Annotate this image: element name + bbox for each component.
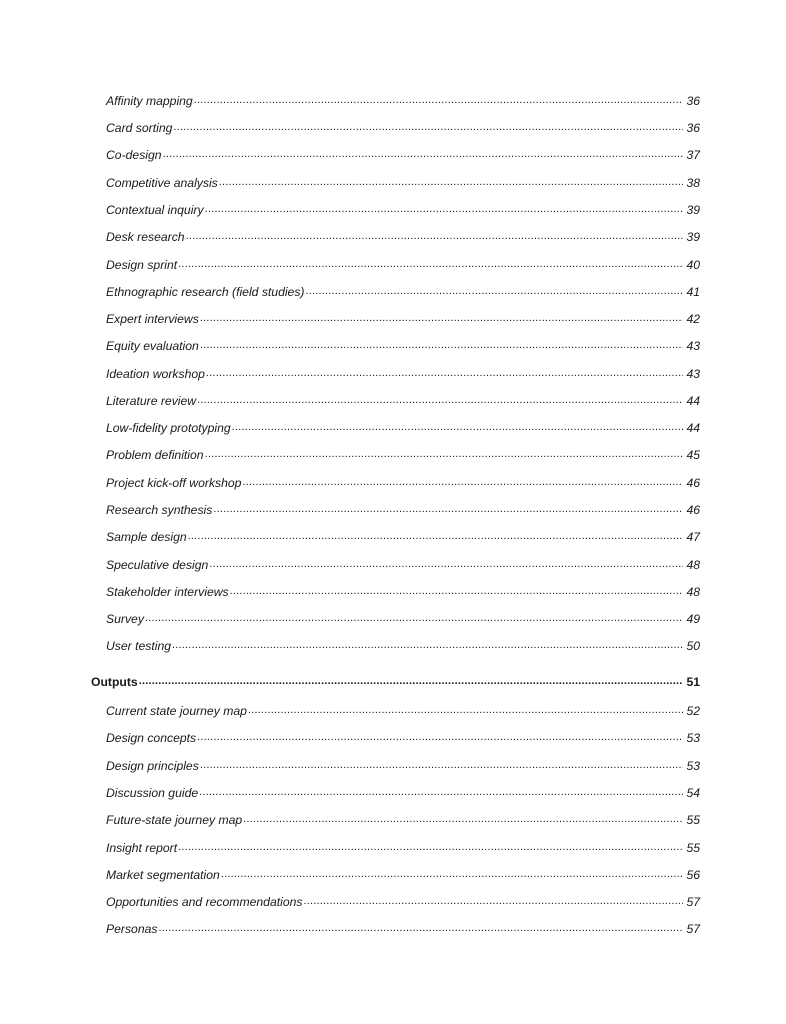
toc-entry-title: Project kick-off workshop [106, 476, 242, 490]
toc-entry-title: Co-design [106, 148, 162, 162]
toc-entry-page: 44 [686, 394, 700, 408]
toc-entry-page: 43 [686, 367, 700, 381]
dot-leader [209, 557, 683, 569]
toc-entry-page: 46 [686, 503, 700, 517]
dot-leader [199, 785, 683, 797]
toc-entry-title: Sample design [106, 530, 187, 544]
toc-entry-title: Survey [106, 612, 144, 626]
dot-leader [194, 93, 683, 105]
dot-leader [200, 758, 683, 770]
dot-leader [139, 674, 683, 686]
toc-entry-page: 36 [686, 94, 700, 108]
toc-entry-page: 39 [686, 230, 700, 244]
toc-entry-title: Desk research [106, 230, 185, 244]
toc-entry[interactable] [106, 785, 700, 801]
dot-leader [163, 147, 683, 159]
toc-entry[interactable] [106, 338, 700, 354]
toc-entry[interactable] [106, 529, 700, 545]
toc-entry-title: Design sprint [106, 258, 178, 272]
toc-entry-page: 53 [686, 759, 700, 773]
toc-entry[interactable] [106, 703, 700, 719]
toc-entry-page: 55 [686, 813, 700, 827]
toc-entry-page: 36 [686, 121, 700, 135]
toc-entry[interactable] [106, 93, 700, 109]
toc-entry[interactable] [106, 502, 700, 518]
toc-entry[interactable] [106, 894, 700, 910]
toc-entry-title: Contextual inquiry [106, 203, 204, 217]
toc-entry-title: Stakeholder interviews [106, 585, 229, 599]
toc-entry-title: Current state journey map [106, 704, 247, 718]
toc-entry-title: Speculative design [106, 558, 209, 572]
toc-entry-title: Equity evaluation [106, 339, 199, 353]
toc-entry-page: 55 [686, 841, 700, 855]
dot-leader [188, 529, 683, 541]
toc-entry[interactable] [106, 393, 700, 409]
toc-entry-page: 38 [686, 176, 700, 190]
toc-entry-page: 46 [686, 476, 700, 490]
dot-leader [186, 229, 683, 241]
toc-section-title: Outputs [91, 675, 138, 689]
toc-entry-page: 48 [686, 558, 700, 572]
dot-leader [200, 311, 683, 323]
toc-entry[interactable] [106, 475, 700, 491]
toc-entry[interactable] [106, 257, 700, 273]
toc-entry[interactable] [106, 120, 700, 136]
dot-leader [159, 921, 684, 933]
dot-leader [205, 202, 683, 214]
dot-leader [243, 812, 683, 824]
toc-entry[interactable] [106, 175, 700, 191]
toc-entry-title: Ideation workshop [106, 367, 205, 381]
toc-entry-page: 44 [686, 421, 700, 435]
toc-entry[interactable] [106, 557, 700, 573]
toc-entry-title: Insight report [106, 841, 178, 855]
toc-section-page: 51 [686, 675, 700, 689]
toc-entry-title: Card sorting [106, 121, 173, 135]
toc-entry-title: Design concepts [106, 731, 197, 745]
dot-leader [206, 366, 683, 378]
toc-entry-page: 45 [686, 448, 700, 462]
toc-entry-title: Opportunities and recommendations [106, 895, 303, 909]
toc-entry[interactable] [106, 758, 700, 774]
dot-leader [200, 338, 683, 350]
toc-entry-page: 47 [686, 530, 700, 544]
toc-entry-title: Discussion guide [106, 786, 199, 800]
dot-leader [197, 393, 683, 405]
dot-leader [213, 502, 683, 514]
toc-entry-title: Low-fidelity prototyping [106, 421, 231, 435]
toc-entry-page: 43 [686, 339, 700, 353]
toc-entry[interactable] [106, 840, 700, 856]
dot-leader [205, 447, 683, 459]
toc-entry-title: Competitive analysis [106, 176, 218, 190]
toc-entry-page: 37 [686, 148, 700, 162]
toc-entry[interactable] [106, 584, 700, 600]
dot-leader [221, 867, 683, 879]
toc-entry[interactable] [106, 812, 700, 828]
dot-leader [172, 638, 683, 650]
toc-entry[interactable] [106, 611, 700, 627]
dot-leader [219, 175, 683, 187]
toc-entry-page: 41 [686, 285, 700, 299]
toc-entry-page: 57 [686, 895, 700, 909]
toc-entry-title: User testing [106, 639, 172, 653]
toc-entry[interactable] [106, 921, 700, 937]
dot-leader [230, 584, 683, 596]
toc-entry-page: 53 [686, 731, 700, 745]
toc-entry-title: Market segmentation [106, 868, 220, 882]
toc-entry-title: Research synthesis [106, 503, 213, 517]
toc-section-heading-outputs[interactable] [91, 674, 700, 690]
toc-entry-page: 52 [686, 704, 700, 718]
toc-entry-page: 40 [686, 258, 700, 272]
toc-entry-page: 49 [686, 612, 700, 626]
toc-entry-title: Problem definition [106, 448, 204, 462]
toc-entry-title: Ethnographic research (field studies) [106, 285, 305, 299]
toc-entry[interactable] [106, 447, 700, 463]
toc-entry-page: 56 [686, 868, 700, 882]
toc-entry-title: Affinity mapping [106, 94, 193, 108]
toc-entry-title: Literature review [106, 394, 197, 408]
dot-leader [178, 840, 683, 852]
toc-entry-page: 57 [686, 922, 700, 936]
toc-entry-page: 39 [686, 203, 700, 217]
toc-entry[interactable] [106, 366, 700, 382]
toc-entry-page: 54 [686, 786, 700, 800]
dot-leader [248, 703, 683, 715]
dot-leader [232, 420, 683, 432]
toc-entry-title: Expert interviews [106, 312, 199, 326]
toc-entry[interactable] [106, 311, 700, 327]
toc-entry[interactable] [106, 638, 700, 654]
toc-entry-page: 48 [686, 585, 700, 599]
dot-leader [242, 475, 683, 487]
toc-entry[interactable] [106, 867, 700, 883]
dot-leader [145, 611, 683, 623]
dot-leader [303, 894, 683, 906]
toc-entry[interactable] [106, 229, 700, 245]
toc-entry-title: Future-state journey map [106, 813, 243, 827]
toc-entry[interactable] [106, 147, 700, 163]
toc-entry[interactable] [106, 730, 700, 746]
dot-leader [178, 257, 683, 269]
dot-leader [173, 120, 683, 132]
dot-leader [306, 284, 684, 296]
toc-entry-page: 50 [686, 639, 700, 653]
toc-entry-title: Personas [106, 922, 158, 936]
toc-entry[interactable] [106, 202, 700, 218]
toc-entry-page: 42 [686, 312, 700, 326]
toc-entry[interactable] [106, 420, 700, 436]
toc-entry[interactable] [106, 284, 700, 300]
dot-leader [197, 730, 683, 742]
toc-entry-title: Design principles [106, 759, 199, 773]
